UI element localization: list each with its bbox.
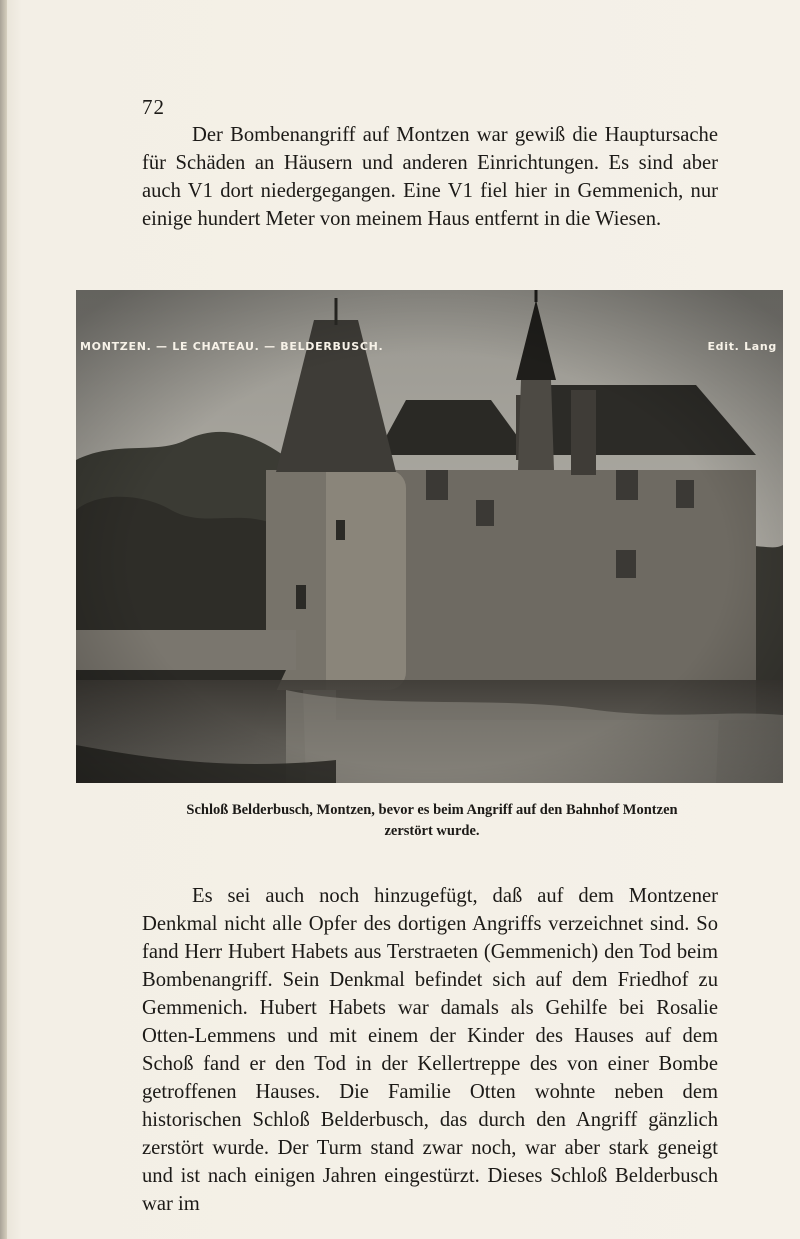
paragraph-2-text: Es sei auch noch hinzugefügt, daß auf dem Montzener Denkmal nicht alle Opfer des dortigen Angriffs verzeichnet sind. So fand Herr Hubert Habets aus Terstraeten (Gemmenich) den Tod beim Bombenangriff. Sein Denkmal befindet sich auf dem Friedhof zu Gemmenich. Hubert Habets war damals als Gehilfe bei Rosalie Otten-Lemmens und mit einem der Kinder des Hauses auf dem Schoß fand er den Tod in der Kellertreppe des von einer Bombe getroffenen Hauses. Die Familie Otten wohnte neben dem historischen Schloß Belderbusch, das durch den Angriff gänzlich zerstört wurde. Der Turm stand zwar noch, war aber stark geneigt und ist nach einigen Jahren eingestürzt. Dieses Schloß Belderbusch war im [142,885,718,1215]
paragraph-1-text: Der Bombenangriff auf Montzen war gewiß die Hauptursache für Schäden an Häusern und anderen Einrichtungen. Es sind aber auch V1 dort niedergegangen. Eine V1 fiel hier in Gemmenich, nur einige hundert Meter von meinem Haus entfernt in die Wiesen. [142,124,718,230]
postcard-publisher: Edit. Lang [707,340,777,353]
castle-illustration [76,290,783,783]
figure-caption-line-2: zerstört wurde. [384,823,480,839]
castle-photo [76,290,783,783]
page-spine-shadow [0,0,7,1239]
figure-caption-line-1: Schloß Belderbusch, Montzen, bevor es beim Angriff auf den Bahnhof Montzen [186,802,678,818]
page-number: 72 [142,95,165,119]
paragraph-1 [142,121,718,233]
figure-caption [147,800,717,842]
paragraph-2 [142,882,718,1218]
postcard-title: MONTZEN. — LE CHATEAU. — BELDERBUSCH. [80,340,384,353]
